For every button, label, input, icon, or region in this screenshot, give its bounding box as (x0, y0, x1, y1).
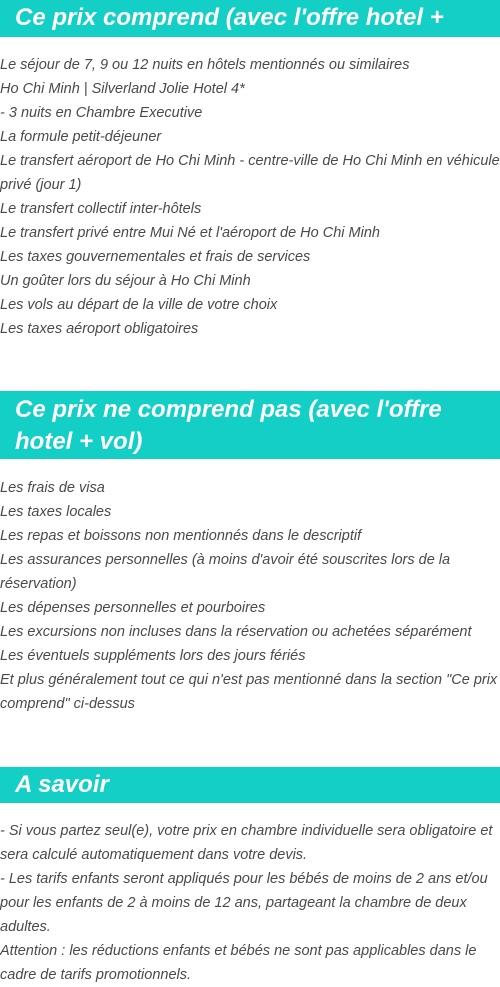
list-item: Les repas et boissons non mentionnés dans le descriptif (0, 528, 362, 544)
list-item: Les éventuels suppléments lors des jours fériés (0, 648, 306, 664)
list-item: Les taxes gouvernementales et frais de services (0, 249, 311, 265)
included-list (0, 53, 500, 341)
list-item: - Les tarifs enfants seront appliqués pour les bébés de moins de 2 ans et/ou pour les enfants de 2 à moins de 12 ans, partageant la chambre de deux adultes. (0, 871, 488, 935)
excluded-section-title: Ce prix ne comprend pas (avec l'offre hotel + vol) (0, 391, 500, 459)
list-item: Le transfert privé entre Mui Né et l'aéroport de Ho Chi Minh (0, 225, 380, 241)
to-know-section-title: A savoir (0, 767, 500, 803)
list-item: Les dépenses personnelles et pourboires (0, 600, 266, 616)
list-item: - Si vous partez seul(e), votre prix en chambre individuelle sera obligatoire et sera calculé automatiquement dans votre devis. (0, 823, 493, 863)
list-item: Ho Chi Minh | Silverland Jolie Hotel 4* (0, 81, 245, 97)
list-item: Le séjour de 7, 9 ou 12 nuits en hôtels mentionnés ou similaires (0, 57, 410, 73)
list-item: Le transfert aéroport de Ho Chi Minh - centre-ville de Ho Chi Minh en véhicule privé (jour 1) (0, 153, 500, 193)
list-item: Un goûter lors du séjour à Ho Chi Minh (0, 273, 251, 289)
list-item: Attention : les réductions enfants et bébés ne sont pas applicables dans le cadre de tarifs promotionnels. (0, 943, 477, 983)
included-section-title: Ce prix comprend (avec l'offre hotel + vol) (0, 0, 500, 37)
excluded-list (0, 476, 500, 716)
list-item: Et plus généralement tout ce qui n'est pas mentionné dans la section "Ce prix comprend" ci-dessus (0, 672, 498, 712)
list-item: La formule petit-déjeuner (0, 129, 162, 145)
list-item: Les excursions non incluses dans la réservation ou achetées séparément (0, 624, 472, 640)
list-item: - 3 nuits en Chambre Executive (0, 105, 203, 121)
list-item: Les vols au départ de la ville de votre choix (0, 297, 278, 313)
list-item: Les frais de visa (0, 480, 105, 496)
list-item: Le transfert collectif inter-hôtels (0, 201, 202, 217)
to-know-list (0, 819, 500, 987)
list-item: Les taxes aéroport obligatoires (0, 321, 199, 337)
list-item: Les taxes locales (0, 504, 112, 520)
list-item: Les assurances personnelles (à moins d'avoir été souscrites lors de la réservation) (0, 552, 451, 592)
